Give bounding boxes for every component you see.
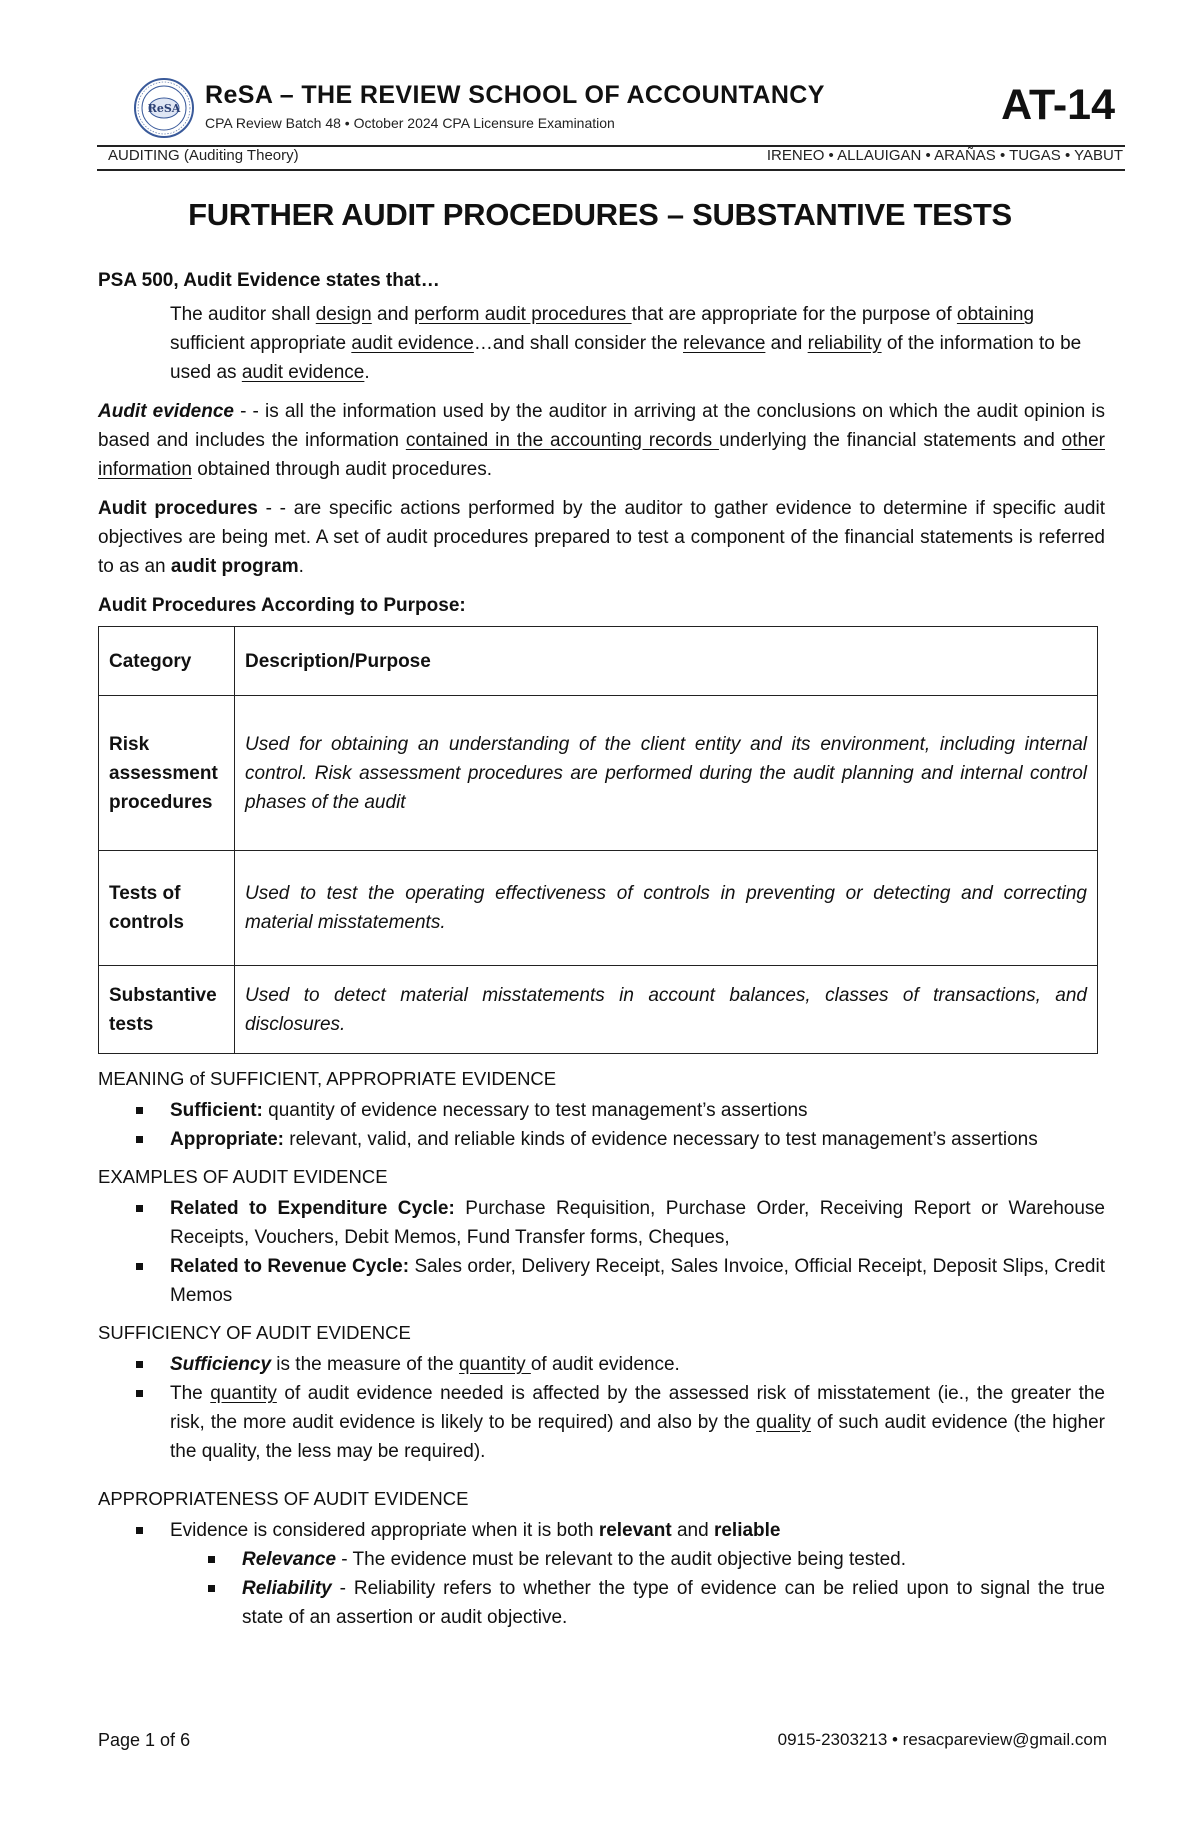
examples-list: [98, 1194, 1105, 1310]
row-category: Substantive tests: [99, 966, 235, 1054]
table-row: [99, 966, 1098, 1054]
list-item: Appropriate: relevant, valid, and reliable kinds of evidence necessary to test management’s assertions: [170, 1125, 1105, 1154]
list-item: Relevance - The evidence must be relevant to the audit objective being tested.: [242, 1545, 1105, 1574]
appropriateness-sublist: [170, 1545, 1105, 1632]
table-row: [99, 851, 1098, 966]
header-category: Category: [99, 627, 235, 696]
row-description: Used to detect material misstatements in account balances, classes of transactions, and disclosures.: [235, 966, 1098, 1054]
batch-info: CPA Review Batch 48 • October 2024 CPA Licensure Examination: [205, 115, 615, 131]
list-item: Sufficiency is the measure of the quantity of audit evidence.: [170, 1350, 1105, 1379]
audit-evidence-definition: Audit evidence - - is all the information used by the auditor in arriving at the conclusions on which the audit opinion is based and includes the information contained in the accounting records underlying the financial statements and other information obtained through audit procedures.: [98, 401, 1105, 480]
list-item: Sufficient: quantity of evidence necessary to test management’s assertions: [170, 1096, 1105, 1125]
row-description: Used for obtaining an understanding of the client entity and its environment, including internal control. Risk assessment procedures are performed during the audit planning and internal control phases of the audit: [235, 696, 1098, 851]
examples-heading: EXAMPLES OF AUDIT EVIDENCE: [98, 1166, 388, 1187]
meaning-list: [98, 1096, 1105, 1154]
psa-quote: The auditor shall design and perform audit procedures that are appropriate for the purpose of obtaining sufficient appropriate audit evidence…and shall consider the relevance and reliability of the information to be used as audit evidence.: [170, 304, 1082, 383]
school-name: ReSA – THE REVIEW SCHOOL OF ACCOUNTANCY: [205, 81, 825, 109]
list-item: Reliability - Reliability refers to whether the type of evidence can be relied upon to signal the true state of an assertion or audit objective.: [242, 1574, 1105, 1632]
logo-text: ReSA: [147, 102, 181, 115]
procedures-table: [98, 626, 1098, 1054]
row-category: Tests of controls: [99, 851, 235, 966]
page-number: Page 1 of 6: [98, 1730, 191, 1750]
meaning-heading: MEANING of SUFFICIENT, APPROPRIATE EVIDENCE: [98, 1068, 557, 1089]
sufficiency-list: [98, 1350, 1105, 1466]
psa-lead: PSA 500, Audit Evidence states that…: [98, 270, 440, 291]
header-description: Description/Purpose: [235, 627, 1098, 696]
row-description: Used to test the operating effectiveness of controls in preventing or detecting and correcting material misstatements.: [235, 851, 1098, 966]
appropriateness-list: [98, 1516, 1105, 1632]
purpose-table-caption: Audit Procedures According to Purpose:: [98, 595, 466, 616]
contact-info: 0915-2303213 • resacpareview@gmail.com: [777, 1730, 1107, 1749]
header: [133, 75, 1123, 145]
authors: IRENEO • ALLAUIGAN • ARAÑAS • TUGAS • YABUT: [766, 147, 1123, 164]
row-category: Risk assessment procedures: [99, 696, 235, 851]
table-header-row: [99, 627, 1098, 696]
table-row: [99, 696, 1098, 851]
list-item: Related to Expenditure Cycle: Purchase Requisition, Purchase Order, Receiving Report or Warehouse Receipts, Vouchers, Debit Memos, Fund Transfer forms, Cheques,: [170, 1194, 1105, 1252]
handout-code: AT-14: [1001, 81, 1115, 129]
page-title: FURTHER AUDIT PROCEDURES – SUBSTANTIVE TESTS: [188, 197, 1012, 232]
list-item: The quantity of audit evidence needed is affected by the assessed risk of misstatement (ie., the greater the risk, the more audit evidence is likely to be required) and also by the quality of such audit evidence (the higher the quality, the less may be required).: [170, 1379, 1105, 1466]
course-name: AUDITING (Auditing Theory): [108, 147, 299, 164]
main-content: [98, 266, 1105, 1640]
appropriateness-heading: APPROPRIATENESS OF AUDIT EVIDENCE: [98, 1488, 469, 1509]
header-rule-bottom: [97, 169, 1125, 171]
list-item: Evidence is considered appropriate when it is both relevant and reliable Relevance - The evidence must be relevant to the audit objective being tested. Reliability - Reliability refers to whether the type of evidence can be relied upon to signal the true state of an assertion or audit objective.: [170, 1516, 1105, 1632]
school-seal-logo: [133, 77, 195, 139]
audit-procedures-definition: Audit procedures - - are specific actions performed by the auditor to gather evidence to determine if specific audit objectives are being met. A set of audit procedures prepared to test a component of the financial statements is referred to as an audit program.: [98, 498, 1105, 577]
sufficiency-heading: SUFFICIENCY OF AUDIT EVIDENCE: [98, 1322, 411, 1343]
list-item: Related to Revenue Cycle: Sales order, Delivery Receipt, Sales Invoice, Official Receipt, Deposit Slips, Credit Memos: [170, 1252, 1105, 1310]
